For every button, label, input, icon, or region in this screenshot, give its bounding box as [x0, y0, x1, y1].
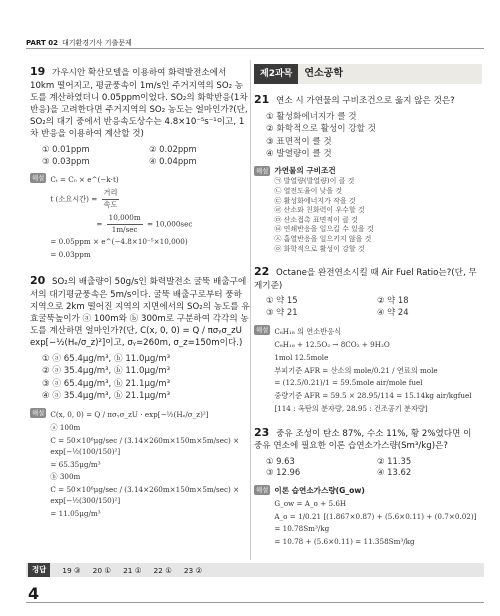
section-header — [254, 64, 482, 84]
solution-line — [50, 188, 192, 211]
section-title: 연소공학 — [304, 67, 343, 79]
keyword-item: ㉦ 흡열반응을 일으키지 않을 것 — [274, 235, 372, 244]
page-number: 4 — [28, 584, 40, 603]
keyword-box — [274, 166, 373, 254]
solution — [30, 173, 250, 263]
keyword-item: ㉢ 활성화에너지가 작을 것 — [274, 196, 356, 205]
solution-line: = 11.05μg/m³ — [50, 508, 101, 518]
question-number: 20 — [30, 274, 46, 288]
solution-line: = (12.5/0.21)/1 = 59.5mole air/mole fuel — [274, 378, 423, 388]
solution-line: Cₜ = C₀ × e^(−k·t) — [50, 175, 119, 185]
header-subject: 대기환경기사 기출문제 — [61, 39, 132, 47]
denominator: 1m/sec — [111, 224, 138, 234]
question-text: 중유 조성이 탄소 87%, 수소 11%, 황 2%였다면 이 중유 연소에 필요한 이론 습연소가스량(Sm³/kg)은? — [254, 428, 472, 452]
solution-tag: 해설 — [32, 409, 45, 418]
solution-line: C(x, 0, 0) = Q / πσᵧσ_zU · exp[−½(Hₑ/σ_z)²] — [50, 410, 209, 420]
solution-line: A_o = 1/0.21 [(1.867×0.87) + (5.6×0.11) + (0.7×0.02)] — [274, 511, 477, 521]
question-number: 22 — [254, 265, 270, 279]
question-number: 21 — [254, 93, 270, 106]
question-number: 23 — [254, 425, 270, 439]
solution-line: 중량기준 AFR = 59.5 × 28.95/114 = 15.14kg air/kgfuel — [274, 391, 472, 401]
choice-4: ④ 발열량이 클 것 — [266, 148, 332, 159]
solution-line: 1mol 12.5mole — [274, 352, 329, 362]
choice-2: ② ⓐ 35.4μg/m³, ⓑ 11.0μg/m³ — [42, 366, 171, 377]
solution — [254, 325, 482, 417]
solution-line: G_ow = A_o + 5.6H — [274, 498, 347, 508]
solution-line: 부피기준 AFR = 산소의 mole/0.21 / 연료의 mole — [274, 365, 438, 375]
numerator: 10,000m — [107, 213, 143, 225]
choices — [266, 456, 482, 480]
choice-1: ① 0.01ppm — [42, 143, 90, 154]
numerator: 거리 — [102, 188, 120, 200]
question-20 — [30, 273, 250, 522]
choice-2: ② 화학적으로 활성이 강할 것 — [266, 124, 376, 135]
solution-body — [274, 485, 476, 550]
solution — [254, 166, 482, 254]
fraction — [107, 213, 143, 236]
column-divider — [250, 60, 251, 560]
solution-tag: 해설 — [32, 174, 45, 183]
choice-1: ① ⓐ 65.4μg/m³, ⓑ 11.0μg/m³ — [42, 353, 171, 364]
solution-body — [274, 325, 471, 417]
header-part: PART 02 — [26, 39, 58, 47]
solution-line: = $\frac{10,000m}{1m/\sec}$ = 10,000sec — [96, 212, 193, 234]
choice-4: ④ 13.62 — [377, 467, 412, 478]
question-text: Octane을 완전연소시킬 때 Air Fuel Ratio는?(단, 무게기준) — [254, 268, 477, 292]
question-text: 가우시안 확산모델을 이용하여 화력발전소에서 10km 떨어지고, 평균풍속이 1m/s인 주거지역의 SO₂ 농도를 계산하였더니 0.05ppm이었다. SO₂의 화학반응(1차 반응)을 고려한다면 주거지역의 SO₂ 농도는 얼마인가?(단, SO₂의 대기 중에서 반응속도상수는 4.8×10⁻⁵s⁻¹이고, 1차 반응을 이용하여 계산할 것) — [30, 68, 248, 140]
answer-item: 21 ① — [123, 565, 142, 575]
footer-rule — [26, 602, 484, 603]
choices — [42, 144, 250, 168]
choice-4: ④ ⓐ 35.4μg/m³, ⓑ 21.1μg/m³ — [42, 391, 171, 402]
choice-1: ① 활성화에너지가 클 것 — [266, 111, 357, 122]
question-22 — [254, 264, 482, 416]
solution-tag: 해설 — [256, 167, 269, 176]
section-chip: 제2과목 — [254, 64, 298, 84]
keyword-title: 가연물의 구비조건 — [274, 166, 336, 176]
answer-item: 19 ③ — [62, 565, 81, 575]
solution-line: C = 50×10⁶μg/sec / (3.14×260m×150m×5m/sec) × exp[−½(300/150)²] — [50, 485, 240, 506]
keyword-item: ㉣ 산소와 친화력이 우수할 것 — [274, 206, 365, 215]
solution-line: = 10.78Sm³/kg — [274, 524, 330, 534]
solution-tag: 해설 — [256, 486, 269, 495]
choice-2: ② 약 18 — [377, 295, 409, 306]
solution-line: = 65.35μg/m³ — [50, 459, 101, 469]
solution-line: C = 50×10⁶μg/sec / (3.14×260m×150m×5m/sec) × exp[−½(100/150)²] — [50, 436, 240, 456]
solution-line: = 0.05ppm × e^(−4.8×10⁻⁵×10,000) — [50, 237, 188, 247]
keyword-item: ㉠ 발열량(발열량)이 클 것 — [274, 177, 355, 186]
choice-1: ① 약 15 — [266, 295, 298, 306]
solution-label: ⓑ 300m — [50, 472, 81, 482]
question-text: SO₂의 배출량이 50g/s인 화력발전소 굴뚝 배출구에서의 대기평균풍속은 5m/s이다. 굴뚝 배출구로부터 풍하지역으로 2km 떨어진 지역의 지면에서의 SO₂의 농도를 유효굴뚝높이가 ⓐ 100m와 ⓑ 300m로 구분하여 각각의 농도를 계산하면 얼마인가?(단, C(x, 0, 0) = Q / πσᵧσ_zU exp[−½(Hₑ/σ_z)²]이고, σᵧ=260m, σ_z=150m이다.) — [30, 277, 250, 349]
solution-label: ⓐ 100m — [50, 423, 81, 433]
question-text: 연소 시 가연물의 구비조건으로 옳지 않은 것은? — [276, 96, 455, 106]
header-rule — [26, 48, 484, 49]
keyword-item: ㉧ 화학적으로 활성이 강할 것 — [274, 244, 365, 253]
question-number: 19 — [30, 65, 46, 78]
keyword-item: ㉥ 연쇄반응을 일으킬 수 있을 것 — [274, 225, 374, 234]
answer-item: 22 ① — [153, 565, 172, 575]
keyword-title: 이론 습연소가스량(G_ow) — [274, 486, 365, 496]
choice-3: ③ ⓐ 65.4μg/m³, ⓑ 21.1μg/m³ — [42, 378, 171, 389]
choice-3: ③ 표면적이 클 것 — [266, 136, 332, 147]
solution-tag: 해설 — [256, 326, 269, 335]
solution-note: [114 : 옥탄의 분자량, 28.95 : 건조공기 분자량] — [274, 403, 428, 413]
answer-item: 23 ② — [183, 565, 203, 575]
keyword-item: ㉡ 열전도율이 낮을 것 — [274, 186, 343, 195]
answer-bar — [26, 563, 484, 577]
choice-1: ① 9.63 — [266, 455, 295, 466]
question-21 — [254, 92, 482, 254]
solution-body — [50, 408, 250, 521]
page-header — [26, 38, 132, 48]
solution-result: = 10,000sec — [146, 219, 193, 229]
solution-label: t (소요시간) = — [50, 194, 98, 204]
solution — [254, 485, 482, 550]
choices — [266, 111, 482, 161]
answer-item: 20 ① — [92, 565, 112, 575]
choice-2: ② 11.35 — [377, 455, 412, 466]
choice-3: ③ 12.96 — [266, 467, 301, 478]
solution — [30, 408, 250, 521]
solution-line: = 0.03ppm — [50, 250, 91, 260]
solution-line: = 10.78 + (5.6×0.11) = 11.358Sm³/kg — [274, 537, 415, 547]
fraction — [102, 188, 120, 211]
solution-line: C₈H₁₈ + 12.5O₂ → 8CO₂ + 9H₂O — [274, 339, 390, 349]
choice-4: ④ 0.04ppm — [149, 155, 197, 166]
choices — [42, 353, 250, 403]
left-column — [30, 64, 250, 528]
solution-body — [50, 173, 192, 263]
question-23 — [254, 425, 482, 550]
solution-line: C₈H₁₈ 의 연소반응식 — [274, 327, 341, 337]
answer-chip: 정답 — [28, 563, 50, 577]
choice-2: ② 0.02ppm — [149, 143, 197, 154]
choices — [266, 295, 482, 319]
keyword-item: ㉤ 산소접촉 표면적이 클 것 — [274, 215, 358, 224]
question-19 — [30, 64, 250, 263]
denominator: 속도 — [103, 200, 118, 210]
choice-4: ④ 약 24 — [377, 307, 409, 318]
choice-3: ③ 0.03ppm — [42, 155, 90, 166]
right-column — [254, 64, 482, 556]
choice-3: ③ 약 21 — [266, 307, 298, 318]
